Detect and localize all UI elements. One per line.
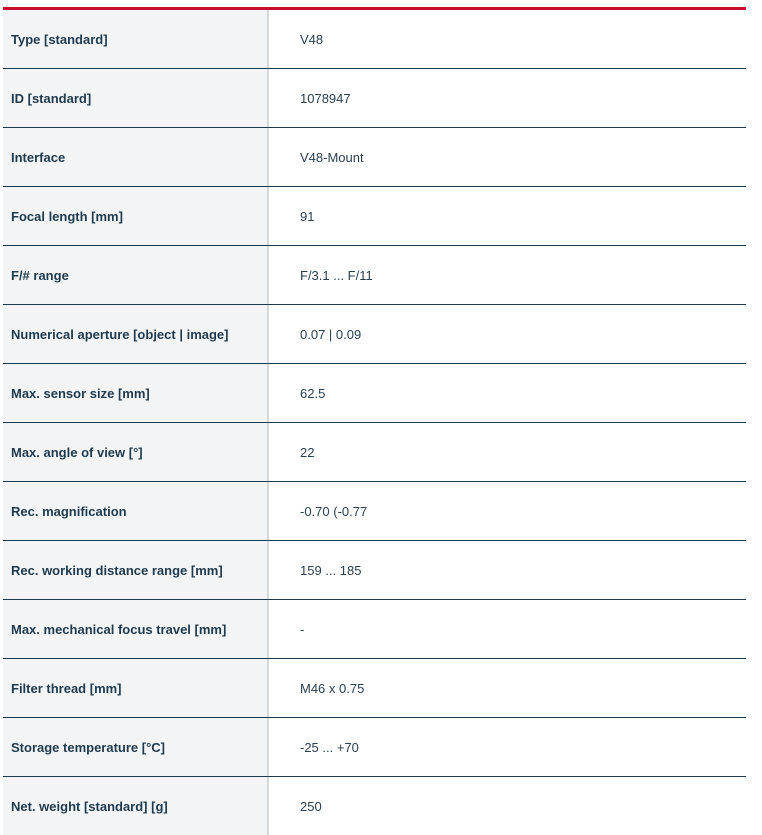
spec-value-interface: V48-Mount — [300, 149, 364, 165]
spec-value-filter-thread: M46 x 0.75 — [300, 680, 365, 696]
spec-value-sensor-size: 62.5 — [300, 385, 326, 401]
table-row — [3, 187, 746, 246]
spec-label-type: Type [standard] — [3, 10, 269, 68]
table-row — [3, 600, 746, 659]
table-row — [3, 305, 746, 364]
table-row — [3, 777, 746, 835]
spec-value-magnification: -0.70 (-0.77 — [300, 503, 368, 519]
spec-value-numerical-aperture: 0.07 | 0.09 — [300, 326, 362, 342]
spec-label-filter-thread: Filter thread [mm] — [3, 659, 269, 717]
table-row — [3, 10, 746, 69]
table-row — [3, 541, 746, 600]
spec-value-focal-length: 91 — [300, 208, 315, 224]
table-row — [3, 482, 746, 541]
table-row — [3, 246, 746, 305]
table-row — [3, 128, 746, 187]
spec-label-numerical-aperture: Numerical aperture [object | image] — [3, 305, 269, 363]
spec-value-f-range: F/3.1 ... F/11 — [300, 267, 373, 283]
spec-label-net-weight: Net. weight [standard] [g] — [3, 777, 269, 835]
spec-value-focus-travel: - — [300, 621, 305, 637]
table-row — [3, 423, 746, 482]
spec-value-working-distance: 159 ... 185 — [300, 562, 362, 578]
spec-value-type: V48 — [300, 31, 324, 47]
table-row — [3, 718, 746, 777]
spec-label-interface: Interface — [3, 128, 269, 186]
spec-label-id: ID [standard] — [3, 69, 269, 127]
spec-label-f-range: F/# range — [3, 246, 269, 304]
spec-label-focal-length: Focal length [mm] — [3, 187, 269, 245]
table-row — [3, 69, 746, 128]
spec-value-angle-of-view: 22 — [300, 444, 315, 460]
spec-value-id: 1078947 — [300, 90, 351, 106]
spec-label-storage-temperature: Storage temperature [°C] — [3, 718, 269, 776]
table-row — [3, 659, 746, 718]
spec-label-angle-of-view: Max. angle of view [°] — [3, 423, 269, 481]
spec-label-working-distance: Rec. working distance range [mm] — [3, 541, 269, 599]
spec-value-storage-temperature: -25 ... +70 — [300, 739, 359, 755]
spec-label-magnification: Rec. magnification — [3, 482, 269, 540]
spec-label-sensor-size: Max. sensor size [mm] — [3, 364, 269, 422]
table-row — [3, 364, 746, 423]
spec-table — [3, 7, 746, 835]
spec-label-focus-travel: Max. mechanical focus travel [mm] — [3, 600, 269, 658]
spec-value-net-weight: 250 — [300, 798, 322, 814]
